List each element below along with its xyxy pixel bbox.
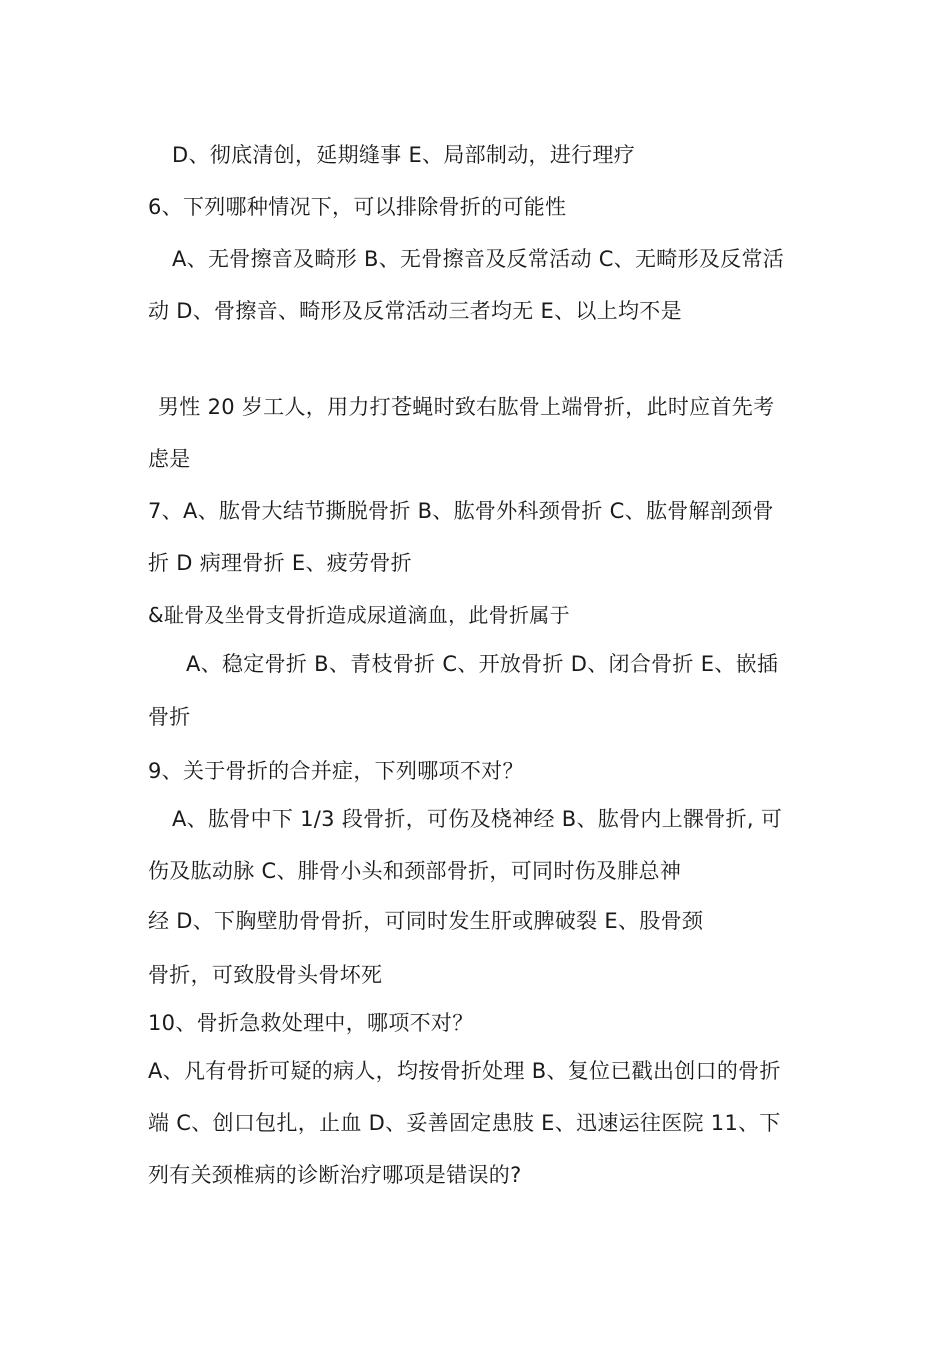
text-line-q6-stem: 6、下列哪种情况下，可以排除骨折的可能性 bbox=[148, 195, 567, 219]
text-line-q7-options: 7、A、肱骨大结节撕脱骨折 B、肱骨外科颈骨折 C、肱骨解剖颈骨 bbox=[148, 499, 774, 523]
text-line-q10-options-cont: 端 C、创口包扎，止血 D、妥善固定患肢 E、迅速运往医院 11、下 bbox=[148, 1111, 781, 1135]
text-line-q6-options: A、无骨擦音及畸形 B、无骨擦音及反常活动 C、无畸形及反常活 bbox=[172, 247, 785, 271]
text-line-q8-options: A、稳定骨折 B、青枝骨折 C、开放骨折 D、闭合骨折 E、嵌插 bbox=[186, 652, 779, 676]
text-line-q7-case: 男性 20 岁工人，用力打苍蝇时致右肱骨上端骨折，此时应首先考 bbox=[158, 395, 775, 419]
text-line-q9-options: A、肱骨中下 1/3 段骨折，可伤及桡神经 B、肱骨内上髁骨折, 可 bbox=[172, 807, 783, 831]
text-line-q11-stem: 列有关颈椎病的诊断治疗哪项是错误的? bbox=[148, 1163, 522, 1187]
text-line-q7-case-cont: 虑是 bbox=[148, 447, 191, 471]
text-line-q8-stem: &耻骨及坐骨支骨折造成尿道滴血，此骨折属于 bbox=[148, 603, 570, 627]
text-line-q9-options-cont1: 伤及肱动脉 C、腓骨小头和颈部骨折，可同时伤及腓总神 bbox=[148, 859, 682, 883]
text-line-q10-options: A、凡有骨折可疑的病人，均按骨折处理 B、复位已戳出创口的骨折 bbox=[148, 1059, 781, 1083]
text-line-q9-options-cont2: 经 D、下胸壁肋骨骨折，可同时发生肝或脾破裂 E、股骨颈 bbox=[148, 909, 704, 933]
text-line-q8-options-cont: 骨折 bbox=[148, 705, 191, 729]
text-line-q10-stem: 10、骨折急救处理中，哪项不对？ bbox=[148, 1011, 474, 1035]
text-line-q9-options-cont3: 骨折，可致股骨头骨坏死 bbox=[148, 963, 383, 987]
text-line-q7-options-cont: 折 D 病理骨折 E、疲劳骨折 bbox=[148, 551, 412, 575]
text-line-q5-options-de: D、彻底清创，延期缝事 E、局部制动，进行理疗 bbox=[172, 143, 636, 167]
text-line-q9-stem: 9、关于骨折的合并症，下列哪项不对？ bbox=[148, 759, 524, 783]
text-line-q6-options-cont: 动 D、骨擦音、畸形及反常活动三者均无 E、以上均不是 bbox=[148, 299, 682, 323]
